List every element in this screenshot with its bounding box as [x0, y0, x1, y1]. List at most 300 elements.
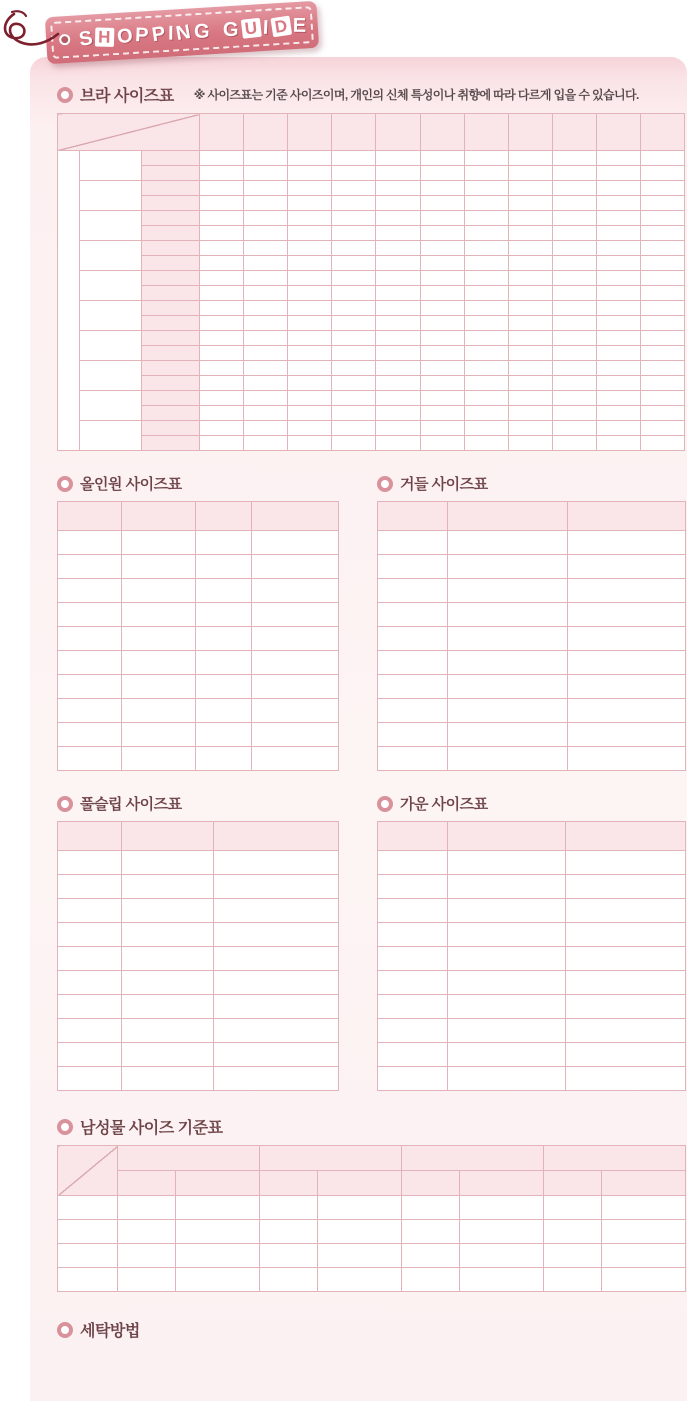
bra-name-value: [640, 256, 684, 271]
header-cell: [122, 822, 214, 851]
bra-topbust-value: [332, 391, 376, 406]
bra-name-value: [244, 196, 288, 211]
bra-name-row: [58, 286, 685, 301]
bra-name-value: [376, 346, 420, 361]
tag-letter: P: [134, 23, 151, 47]
bra-topbust-label: [142, 271, 200, 286]
bra-topbust-value: [596, 331, 640, 346]
bra-topbust-value: [640, 331, 684, 346]
gown-heading: [377, 793, 685, 814]
bra-name-row: [58, 406, 685, 421]
bra-topbust-value: [640, 301, 684, 316]
bra-topbust-value: [244, 181, 288, 196]
bra-topbust-value: [288, 361, 332, 376]
bra-name-value: [552, 316, 596, 331]
bra-topbust-value: [596, 271, 640, 286]
bra-name-value: [200, 166, 244, 181]
table-row: [58, 923, 339, 947]
section-bullet-icon: [57, 87, 73, 103]
bra-underbust-header: [640, 114, 684, 151]
bra-topbust-value: [332, 241, 376, 256]
table-row: [58, 651, 339, 675]
bra-name-value: [596, 286, 640, 301]
mens-range-header: [460, 1171, 544, 1196]
gown-section: [377, 793, 685, 1091]
data-cell: [602, 1220, 686, 1244]
data-cell: [378, 579, 448, 603]
data-cell: [568, 675, 686, 699]
data-cell: [568, 651, 686, 675]
data-cell: [602, 1268, 686, 1292]
bra-topbust-value: [420, 271, 464, 286]
data-cell: [252, 531, 339, 555]
washing-title: 세탁방법: [80, 1323, 140, 1340]
bra-cup-diff-cell: [80, 391, 142, 421]
bra-name-value: [552, 376, 596, 391]
data-cell: [58, 579, 122, 603]
section-bullet-icon: [57, 1322, 73, 1338]
data-cell: [58, 651, 122, 675]
bra-name-value: [420, 406, 464, 421]
bra-topbust-value: [332, 181, 376, 196]
bra-topbust-value: [508, 421, 552, 436]
bra-cup-diff-cell: [80, 241, 142, 271]
bra-cup-diff-cell: [80, 421, 142, 451]
data-cell: [58, 1043, 122, 1067]
bra-section-heading: [57, 83, 684, 106]
data-cell: [566, 923, 686, 947]
header-cell: [58, 822, 122, 851]
bra-name-value: [376, 166, 420, 181]
data-cell: [402, 1220, 460, 1244]
data-cell: [214, 995, 339, 1019]
fullslip-size-table: [57, 821, 339, 1091]
table-row: [58, 1244, 686, 1268]
bra-topbust-value: [552, 151, 596, 166]
bra-topbust-value: [200, 361, 244, 376]
row-allinone-girdle: [57, 473, 685, 771]
bra-name-value: [332, 376, 376, 391]
bra-topbust-value: [464, 391, 508, 406]
bra-name-value: [464, 346, 508, 361]
bra-topbust-value: [464, 361, 508, 376]
table-row: [58, 1196, 686, 1220]
bra-topbust-value: [552, 331, 596, 346]
data-cell: [402, 1268, 460, 1292]
bra-name-value: [244, 346, 288, 361]
data-cell: [318, 1268, 402, 1292]
bra-name-value: [200, 256, 244, 271]
girdle-title: 거들 사이즈표: [400, 476, 488, 493]
bra-topbust-value: [464, 271, 508, 286]
bra-topbust-value: [288, 271, 332, 286]
table-row: [378, 627, 686, 651]
table-row: [58, 603, 339, 627]
bra-topbust-row: [58, 271, 685, 286]
bra-name-label: [142, 436, 200, 451]
bra-underbust-header: [200, 114, 244, 151]
bra-name-value: [552, 286, 596, 301]
bra-name-value: [244, 376, 288, 391]
bra-name-value: [332, 256, 376, 271]
bra-topbust-label: [142, 331, 200, 346]
bra-name-value: [376, 286, 420, 301]
bra-underbust-header: [420, 114, 464, 151]
bra-topbust-label: [142, 361, 200, 376]
bra-topbust-row: [58, 361, 685, 376]
header-cell: [566, 822, 686, 851]
data-cell: [122, 651, 196, 675]
bra-topbust-value: [596, 181, 640, 196]
table-row: [378, 1043, 686, 1067]
data-cell: [58, 1196, 118, 1220]
bra-name-label: [142, 166, 200, 181]
bra-topbust-row: [58, 331, 685, 346]
bra-name-row: [58, 376, 685, 391]
tag-letter: H: [95, 27, 115, 46]
data-cell: [448, 971, 566, 995]
girdle-header-row: [378, 502, 686, 531]
bra-cup-diff-cell: [80, 301, 142, 331]
data-cell: [378, 603, 448, 627]
bra-topbust-value: [376, 271, 420, 286]
data-cell: [318, 1220, 402, 1244]
bra-name-label: [142, 376, 200, 391]
data-cell: [214, 1019, 339, 1043]
bra-topbust-value: [376, 211, 420, 226]
data-cell: [58, 947, 122, 971]
data-cell: [378, 995, 448, 1019]
shopping-guide-tag: [45, 1, 319, 65]
bra-topbust-value: [376, 361, 420, 376]
bra-topbust-row: [58, 391, 685, 406]
bra-topbust-value: [596, 301, 640, 316]
table-row: [58, 531, 339, 555]
data-cell: [214, 899, 339, 923]
bra-topbust-label: [142, 181, 200, 196]
data-cell: [260, 1244, 318, 1268]
data-cell: [122, 699, 196, 723]
gown-header-row: [378, 822, 686, 851]
bra-name-value: [596, 196, 640, 211]
bra-underbust-header: [596, 114, 640, 151]
data-cell: [176, 1268, 260, 1292]
data-cell: [378, 747, 448, 771]
bra-name-value: [508, 346, 552, 361]
bra-name-label: [142, 346, 200, 361]
table-row: [58, 1019, 339, 1043]
bra-name-value: [244, 256, 288, 271]
bra-cup-diff-cell: [80, 331, 142, 361]
data-cell: [118, 1220, 176, 1244]
data-cell: [118, 1268, 176, 1292]
bra-corner-cell: [58, 114, 200, 151]
bra-topbust-value: [200, 181, 244, 196]
data-cell: [252, 555, 339, 579]
data-cell: [448, 723, 568, 747]
bra-name-value: [376, 376, 420, 391]
mens-group-header-row: [58, 1146, 686, 1171]
table-row: [58, 555, 339, 579]
row-fullslip-gown: [57, 793, 685, 1091]
bra-name-value: [552, 226, 596, 241]
bra-name-value: [596, 406, 640, 421]
bra-topbust-label: [142, 391, 200, 406]
bra-topbust-value: [244, 271, 288, 286]
washing-heading: [57, 1318, 684, 1341]
bra-topbust-value: [420, 421, 464, 436]
data-cell: [568, 699, 686, 723]
bra-name-value: [420, 436, 464, 451]
data-cell: [602, 1196, 686, 1220]
data-cell: [402, 1196, 460, 1220]
bra-name-value: [288, 316, 332, 331]
table-row: [58, 851, 339, 875]
data-cell: [568, 531, 686, 555]
bra-name-value: [288, 406, 332, 421]
data-cell: [122, 971, 214, 995]
data-cell: [58, 747, 122, 771]
header-cell: [122, 502, 196, 531]
bra-name-value: [552, 196, 596, 211]
data-cell: [378, 651, 448, 675]
data-cell: [214, 947, 339, 971]
bra-name-value: [420, 256, 464, 271]
bra-topbust-label: [142, 301, 200, 316]
bra-topbust-value: [376, 241, 420, 256]
bra-topbust-value: [596, 361, 640, 376]
bra-topbust-value: [508, 331, 552, 346]
bra-name-value: [464, 256, 508, 271]
bra-name-value: [508, 256, 552, 271]
bra-name-value: [508, 286, 552, 301]
bra-topbust-label: [142, 151, 200, 166]
data-cell: [196, 675, 252, 699]
bra-name-value: [244, 316, 288, 331]
bra-name-value: [376, 316, 420, 331]
bra-name-row: [58, 226, 685, 241]
data-cell: [260, 1268, 318, 1292]
bra-name-value: [464, 166, 508, 181]
bra-name-value: [552, 406, 596, 421]
tag-letter: P: [150, 21, 168, 46]
mens-group-header: [544, 1146, 686, 1171]
bra-name-value: [332, 406, 376, 421]
bra-topbust-value: [552, 181, 596, 196]
mens-title: 남성물 사이즈 기준표: [80, 1120, 223, 1137]
bra-name-label: [142, 316, 200, 331]
data-cell: [448, 851, 566, 875]
bra-name-value: [288, 256, 332, 271]
tag-letter: I: [262, 16, 271, 39]
data-cell: [378, 971, 448, 995]
bra-topbust-value: [596, 211, 640, 226]
gown-size-table: [377, 821, 686, 1091]
bra-topbust-value: [464, 421, 508, 436]
bra-name-value: [464, 316, 508, 331]
data-cell: [196, 555, 252, 579]
bra-name-value: [376, 256, 420, 271]
table-row: [58, 579, 339, 603]
bra-name-value: [508, 166, 552, 181]
header-cell: [378, 822, 448, 851]
mens-group-header: [118, 1146, 260, 1171]
bra-name-value: [420, 316, 464, 331]
bra-name-value: [200, 226, 244, 241]
bra-topbust-value: [508, 301, 552, 316]
table-row: [378, 699, 686, 723]
bra-topbust-value: [332, 301, 376, 316]
bra-name-value: [288, 346, 332, 361]
header-cell: [448, 822, 566, 851]
data-cell: [122, 899, 214, 923]
bra-topbust-value: [244, 151, 288, 166]
mens-standard-header: [118, 1171, 176, 1196]
bra-topbust-value: [640, 211, 684, 226]
table-row: [378, 971, 686, 995]
data-cell: [448, 1043, 566, 1067]
data-cell: [196, 603, 252, 627]
data-cell: [568, 747, 686, 771]
data-cell: [122, 947, 214, 971]
bra-topbust-value: [508, 361, 552, 376]
bra-topbust-value: [332, 421, 376, 436]
data-cell: [58, 875, 122, 899]
data-cell: [252, 651, 339, 675]
bra-cup-diff-cell: [80, 271, 142, 301]
bra-name-value: [596, 436, 640, 451]
bra-name-value: [464, 376, 508, 391]
bra-name-value: [640, 316, 684, 331]
table-row: [378, 923, 686, 947]
header-cell: [568, 502, 686, 531]
bra-topbust-value: [288, 331, 332, 346]
bra-name-row: [58, 256, 685, 271]
bra-name-label: [142, 256, 200, 271]
data-cell: [568, 603, 686, 627]
bra-topbust-value: [508, 211, 552, 226]
data-cell: [118, 1196, 176, 1220]
data-cell: [460, 1220, 544, 1244]
tag-letter: I: [167, 22, 175, 45]
header-cell: [448, 502, 568, 531]
data-cell: [378, 947, 448, 971]
data-cell: [122, 1043, 214, 1067]
bra-name-value: [596, 316, 640, 331]
section-bullet-icon: [377, 796, 393, 812]
bra-name-value: [200, 286, 244, 301]
data-cell: [122, 723, 196, 747]
table-row: [378, 947, 686, 971]
tag-letter: G: [193, 20, 211, 43]
bra-name-value: [244, 226, 288, 241]
data-cell: [378, 875, 448, 899]
bra-name-value: [508, 316, 552, 331]
bra-topbust-value: [288, 151, 332, 166]
mens-range-header: [176, 1171, 260, 1196]
data-cell: [568, 627, 686, 651]
table-row: [58, 899, 339, 923]
table-row: [58, 675, 339, 699]
bra-name-value: [376, 196, 420, 211]
data-cell: [378, 1043, 448, 1067]
tag-letter: S: [77, 26, 96, 51]
tag-letter: D: [270, 16, 292, 38]
bra-cup-diff-cell: [80, 211, 142, 241]
bra-topbust-value: [244, 211, 288, 226]
bra-topbust-value: [640, 241, 684, 256]
data-cell: [252, 723, 339, 747]
mens-group-header: [402, 1146, 544, 1171]
data-cell: [196, 627, 252, 651]
data-cell: [460, 1244, 544, 1268]
data-cell: [58, 971, 122, 995]
bra-topbust-value: [464, 151, 508, 166]
data-cell: [448, 627, 568, 651]
bra-topbust-value: [244, 361, 288, 376]
data-cell: [122, 555, 196, 579]
data-cell: [58, 899, 122, 923]
bra-side-label: [58, 151, 80, 451]
washing-section: [57, 1318, 684, 1341]
bra-name-value: [464, 286, 508, 301]
bra-topbust-value: [200, 391, 244, 406]
size-note: ※ 사이즈표는 기준 사이즈이며, 개인의 신체 특성이나 취향에 따라 다르게 입을 수 있습니다.: [193, 88, 639, 102]
bra-topbust-value: [200, 211, 244, 226]
data-cell: [214, 1067, 339, 1091]
data-cell: [252, 603, 339, 627]
bra-underbust-header: [552, 114, 596, 151]
bra-topbust-value: [288, 421, 332, 436]
bra-name-label: [142, 406, 200, 421]
bra-topbust-value: [464, 241, 508, 256]
data-cell: [58, 627, 122, 651]
bra-name-value: [508, 196, 552, 211]
section-bullet-icon: [377, 476, 393, 492]
table-row: [58, 1043, 339, 1067]
bra-underbust-header: [376, 114, 420, 151]
data-cell: [260, 1196, 318, 1220]
allinone-heading: [57, 473, 338, 494]
bra-topbust-value: [420, 301, 464, 316]
bra-cup-diff-cell: [80, 151, 142, 181]
bra-name-value: [332, 196, 376, 211]
bra-name-value: [420, 376, 464, 391]
data-cell: [214, 1043, 339, 1067]
data-cell: [544, 1268, 602, 1292]
data-cell: [602, 1244, 686, 1268]
table-row: [378, 555, 686, 579]
data-cell: [460, 1196, 544, 1220]
data-cell: [318, 1244, 402, 1268]
data-cell: [196, 723, 252, 747]
tag-letter: O: [115, 24, 135, 48]
bra-topbust-value: [244, 421, 288, 436]
data-cell: [568, 579, 686, 603]
bra-topbust-value: [552, 211, 596, 226]
bra-name-value: [640, 376, 684, 391]
fullslip-header-row: [58, 822, 339, 851]
bra-topbust-row: [58, 181, 685, 196]
data-cell: [378, 675, 448, 699]
bra-topbust-value: [596, 421, 640, 436]
bra-name-value: [508, 376, 552, 391]
data-cell: [448, 675, 568, 699]
data-cell: [252, 627, 339, 651]
bra-name-value: [640, 346, 684, 361]
bra-name-value: [288, 166, 332, 181]
data-cell: [252, 579, 339, 603]
